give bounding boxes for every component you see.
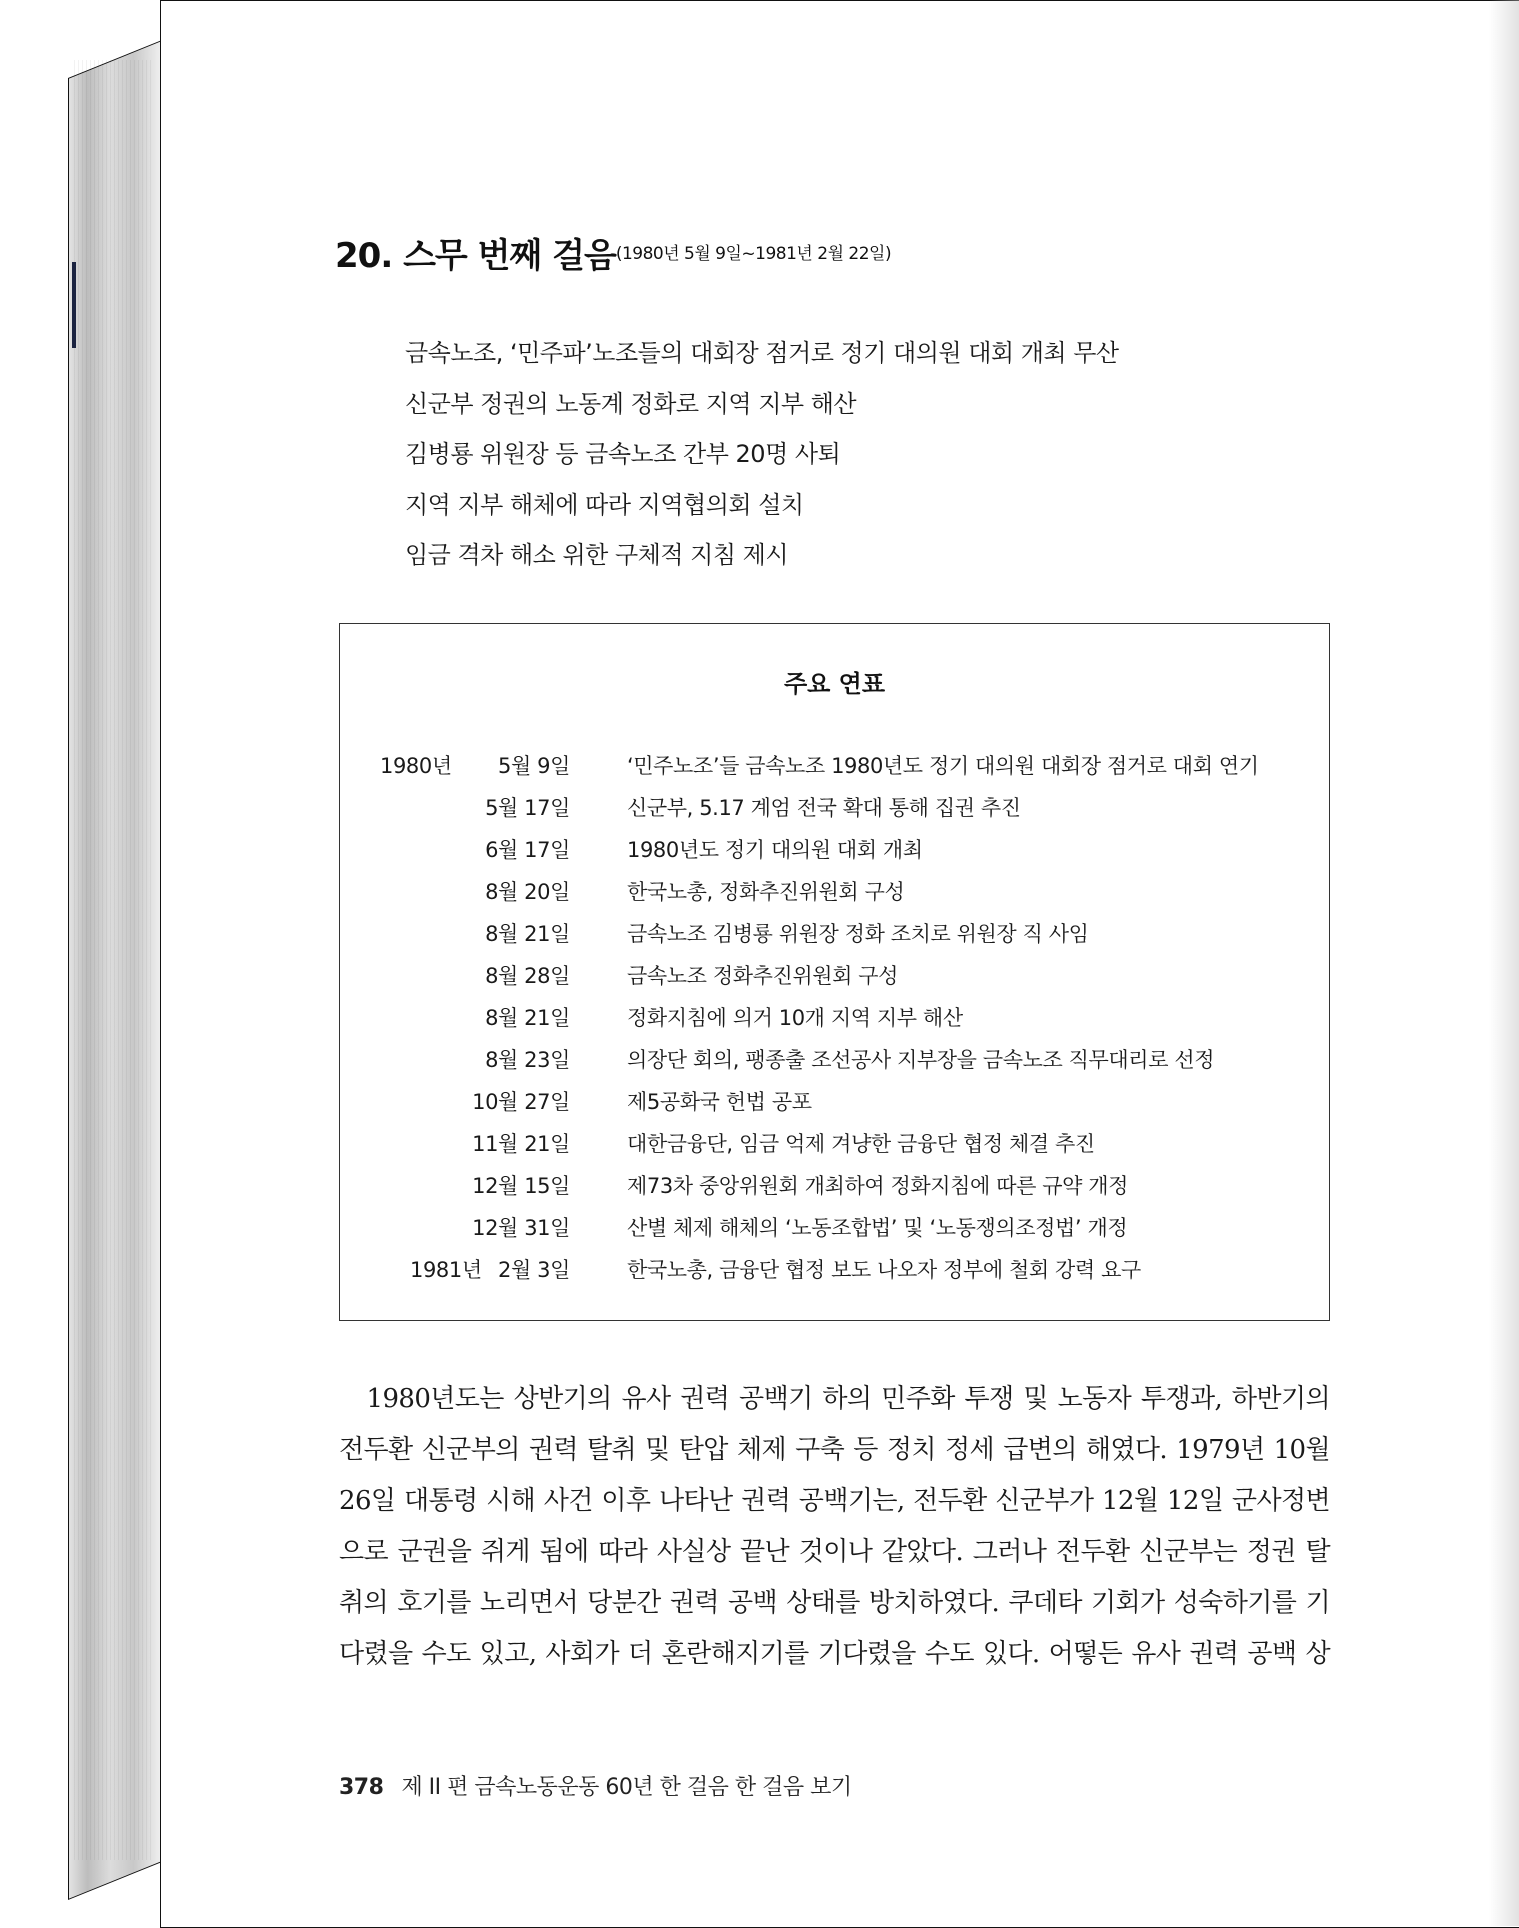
timeline-desc: 한국노총, 금융단 협정 보도 나오자 정부에 철회 강력 요구 <box>627 1258 1141 1282</box>
chapter-summary <box>405 328 1119 581</box>
timeline-row <box>340 918 1329 960</box>
timeline-desc: 산별 체제 해체의 ‘노동조합법’ 및 ‘노동쟁의조정법’ 개정 <box>627 1216 1128 1240</box>
summary-item: 금속노조, ‘민주파’노조들의 대회장 점거로 정기 대의원 대회 개최 무산 <box>405 339 1119 367</box>
body-line: 으로 군권을 쥐게 됨에 따라 사실상 끝난 것이나 같았다. 그러나 전두환 신군부는 정권 탈 <box>339 1537 1330 1567</box>
summary-item: 지역 지부 해체에 따라 지역협의회 설치 <box>405 490 804 519</box>
timeline-date: 10월 27일 <box>472 1090 570 1114</box>
timeline-box <box>339 623 1330 1321</box>
page-number: 378 <box>339 1775 384 1800</box>
timeline-desc: 금속노조 김병룡 위원장 정화 조치로 위원장 직 사임 <box>627 922 1089 946</box>
body-paragraph <box>339 1374 1330 1680</box>
timeline-desc: 의장단 회의, 팽종출 조선공사 지부장을 금속노조 직무대리로 선정 <box>627 1048 1215 1072</box>
timeline-date: 8월 21일 <box>485 922 570 946</box>
timeline-date: 8월 23일 <box>485 1048 570 1072</box>
timeline-date: 8월 20일 <box>485 880 570 904</box>
timeline-row <box>340 1254 1329 1296</box>
chapter-title-text: 20. 스무 번째 걸음 <box>335 236 616 276</box>
timeline-row <box>340 876 1329 918</box>
timeline-desc: 1980년도 정기 대의원 대회 개최 <box>627 838 923 862</box>
body-line: 전두환 신군부의 권력 탈취 및 탄압 체제 구축 등 정치 정세 급변의 해였다. 1979년 10월 <box>339 1435 1330 1465</box>
summary-item: 임금 격차 해소 위한 구체적 지침 제시 <box>405 541 789 569</box>
timeline-row <box>340 834 1329 876</box>
timeline-desc: 제5공화국 헌법 공포 <box>627 1090 812 1114</box>
timeline-year: 1980년 <box>380 754 452 778</box>
timeline-desc: 금속노조 정화추진위원회 구성 <box>627 964 899 988</box>
chapter-title <box>335 228 891 277</box>
timeline-year: 1981년 <box>410 1258 482 1282</box>
timeline-desc: 한국노총, 정화추진위원회 구성 <box>627 880 905 904</box>
body-line: 취의 호기를 노리면서 당분간 권력 공백 상태를 방치하였다. 쿠데타 기회가 성숙하기를 기 <box>339 1588 1330 1618</box>
timeline-row <box>340 960 1329 1002</box>
body-line: 다렸을 수도 있고, 사회가 더 혼란해지기를 기다렸을 수도 있다. 어떻든 유사 권력 공백 상 <box>339 1639 1330 1669</box>
chapter-period: (1980년 5월 9일~1981년 2월 22일) <box>615 244 892 264</box>
timeline-row <box>340 1212 1329 1254</box>
timeline-date: 6월 17일 <box>485 838 570 862</box>
timeline-date: 12월 15일 <box>472 1174 570 1198</box>
timeline-row <box>340 1170 1329 1212</box>
timeline-desc: ‘민주노조’들 금속노조 1980년도 정기 대의원 대회장 점거로 대회 연기 <box>627 754 1259 778</box>
timeline-row <box>340 1044 1329 1086</box>
timeline-row <box>340 792 1329 834</box>
timeline-date: 2월 3일 <box>498 1258 570 1282</box>
timeline-date: 11월 21일 <box>472 1132 570 1156</box>
timeline-row <box>340 1086 1329 1128</box>
running-head: 제 II 편 금속노동운동 60년 한 걸음 한 걸음 보기 <box>401 1775 852 1800</box>
timeline-desc: 정화지침에 의거 10개 지역 지부 해산 <box>627 1006 963 1030</box>
timeline-date: 8월 21일 <box>485 1006 570 1030</box>
summary-item: 신군부 정권의 노동계 정화로 지역 지부 해산 <box>405 389 857 418</box>
page-gutter-shadow <box>1489 0 1519 1926</box>
timeline-row <box>340 1128 1329 1170</box>
page-footer <box>339 1770 852 1801</box>
timeline-heading: 주요 연표 <box>783 670 886 698</box>
page-stack-lines <box>74 60 154 1860</box>
timeline-desc: 대한금융단, 임금 억제 겨냥한 금융단 협정 체결 추진 <box>627 1132 1095 1156</box>
body-line: 1980년도는 상반기의 유사 권력 공백기 하의 민주화 투쟁 및 노동자 투쟁과, 하반기의 <box>339 1384 1330 1414</box>
timeline-row <box>340 1002 1329 1044</box>
bookmark-ribbon <box>72 262 76 348</box>
timeline-desc: 제73차 중앙위원회 개최하여 정화지침에 따른 규약 개정 <box>627 1174 1129 1198</box>
timeline-desc: 신군부, 5.17 계엄 전국 확대 통해 집권 추진 <box>627 796 1021 820</box>
timeline-date: 5월 9일 <box>498 754 570 778</box>
timeline-row <box>340 750 1329 792</box>
timeline-date: 8월 28일 <box>485 964 570 988</box>
timeline-date: 5월 17일 <box>485 796 570 820</box>
body-line: 26일 대통령 시해 사건 이후 나타난 권력 공백기는, 전두환 신군부가 12월 12일 군사정변 <box>339 1486 1330 1516</box>
timeline-date: 12월 31일 <box>472 1216 570 1240</box>
summary-item: 김병룡 위원장 등 금속노조 간부 20명 사퇴 <box>405 440 841 468</box>
